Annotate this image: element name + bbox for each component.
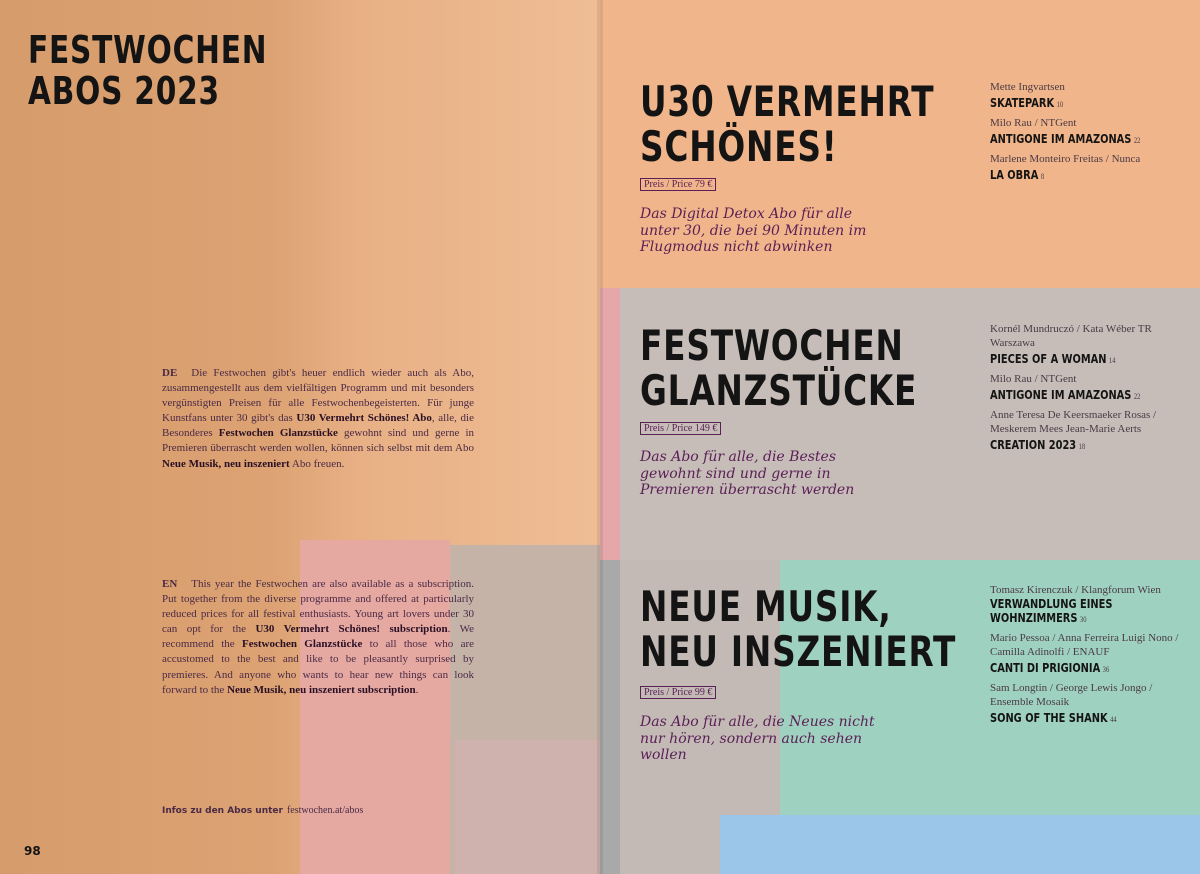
text: Die Festwochen gibt's heuer endlich wieder auch als Abo, zusammengestellt aus dem vielfältigen Programm und mit besonders vergünstigten Preisen für alle Festwochenbegeisterten. Für junge Kunstfans unter 30 gibt's das	[162, 367, 474, 425]
page-title	[28, 30, 267, 111]
color-block	[455, 740, 600, 874]
show-page: 8	[1040, 172, 1045, 181]
color-block	[720, 815, 1200, 874]
price-tag: Preis / Price 99 €	[640, 686, 716, 699]
section-description: Das Abo für alle, die Neues nicht nur hören, sondern auch sehen wollen	[640, 714, 875, 763]
show-title: CANTI DI PRIGIONIA 36	[990, 661, 1110, 675]
show-item	[990, 408, 1190, 454]
show-credit: Sam Longtin / George Lewis Jongo / Ensemble Mosaik	[990, 682, 1153, 708]
page-title-line-2: ABOS 2023	[28, 68, 220, 113]
show-list	[990, 322, 1190, 458]
show-credit: Tomasz Kirenczuk / Klangforum Wien	[990, 584, 1161, 596]
section-description: Das Digital Detox Abo für alle unter 30, die bei 90 Minuten im Flugmodus nicht abwinken	[640, 206, 867, 255]
highlight: U30 Vermehrt Schönes! Abo	[296, 412, 432, 425]
body-text-german	[162, 366, 474, 472]
section-title-neue-musik	[640, 582, 957, 676]
show-credit: Mario Pessoa / Anna Ferreira Luigi Nono / Camilla Adinolfi / ENAUF	[990, 632, 1179, 658]
title-line: GLANZSTÜCKE	[640, 365, 918, 415]
show-page: 14	[1108, 356, 1116, 365]
show-page: 22	[1133, 392, 1141, 401]
language-marker: DE	[162, 367, 178, 379]
show-page: 44	[1110, 715, 1117, 724]
page-title-line-1: FESTWOCHEN	[28, 28, 268, 72]
show-item	[990, 631, 1190, 677]
show-item	[990, 80, 1190, 112]
text: , alle, die Besonderes	[162, 412, 474, 440]
text: to all those who are accustomed to the best and like to be pleasantly surprised by premieres. And anyone who wants to hear new things can look forward to the	[162, 638, 475, 696]
title-line: NEUE MUSIK,	[640, 582, 892, 631]
show-page: 30	[1079, 615, 1087, 624]
highlight: Neue Musik, neu inszeniert	[162, 457, 290, 470]
show-item	[990, 116, 1190, 148]
show-credit: Marlene Monteiro Freitas / Nunca	[990, 153, 1141, 165]
show-title: SONG OF THE SHANK 44	[990, 711, 1117, 725]
show-title: VERWANDLUNG EINES WOHNZIMMERS 30	[990, 597, 1113, 625]
highlight: U30 Vermehrt Schönes! subscription	[255, 623, 448, 636]
show-item	[990, 322, 1190, 368]
show-item	[990, 372, 1190, 404]
show-credit: Kornél Mundruczó / Kata Wéber TR Warszawa	[990, 323, 1152, 349]
show-title: ANTIGONE IM AMAZONAS 22	[990, 132, 1141, 146]
title-line: FESTWOCHEN	[640, 321, 904, 370]
show-list	[990, 583, 1190, 731]
show-title: LA OBRA 8	[990, 168, 1045, 182]
highlight: Neue Musik, neu inszeniert subscription	[227, 683, 416, 696]
price-tag: Preis / Price 79 €	[640, 178, 716, 191]
show-title: CREATION 2023 18	[990, 438, 1086, 452]
info-link[interactable]: festwochen.at/abos	[286, 805, 364, 816]
title-line: NEU INSZENIERT	[640, 626, 957, 676]
show-page: 10	[1056, 100, 1064, 109]
price-tag: Preis / Price 149 €	[640, 422, 721, 435]
language-marker: EN	[162, 578, 178, 590]
title-line: U30 VERMEHRT	[640, 77, 935, 126]
text: This year the Festwochen are also available as a subscription. Put together from the diverse programme and offered at particularly reduced prices for all festival enthusiasts. Young art lovers under 30 can opt for the	[162, 578, 474, 636]
page-number: 98	[24, 844, 41, 858]
show-credit: Milo Rau / NTGent	[990, 117, 1077, 129]
show-item	[990, 583, 1190, 627]
section-description: Das Abo für alle, die Bestes gewohnt sind und gerne in Premieren überrascht werden	[640, 449, 855, 498]
show-item	[990, 152, 1190, 184]
title-line: SCHÖNES!	[640, 121, 838, 171]
show-list	[990, 80, 1190, 188]
show-title: SKATEPARK 10	[990, 96, 1064, 110]
text: Abo freuen.	[291, 457, 345, 470]
highlight: Festwochen Glanzstücke	[241, 638, 363, 651]
show-credit: Milo Rau / NTGent	[990, 373, 1077, 385]
show-title: PIECES OF A WOMAN 14	[990, 352, 1116, 366]
show-page: 18	[1078, 442, 1086, 451]
info-line	[162, 805, 363, 816]
info-label: Infos zu den Abos unter	[162, 806, 283, 816]
text: .	[415, 683, 419, 696]
show-page: 36	[1102, 665, 1110, 674]
highlight: Festwochen Glanzstücke	[218, 427, 338, 440]
body-text-english	[162, 577, 474, 698]
show-page: 22	[1133, 136, 1141, 145]
page-gutter	[597, 0, 603, 874]
text: . We recommend the	[162, 623, 475, 651]
show-credit: Anne Teresa De Keersmaeker Rosas / Meskerem Mees Jean-Marie Aerts	[990, 409, 1157, 435]
show-item	[990, 681, 1190, 727]
text: gewohnt sind und gerne in Premieren überrascht werden wollen, können sich selbst mit dem Abo	[162, 427, 475, 455]
section-title-u30	[640, 77, 935, 171]
show-credit: Mette Ingvartsen	[990, 81, 1065, 93]
section-title-glanzstuecke	[640, 321, 918, 415]
show-title: ANTIGONE IM AMAZONAS 22	[990, 388, 1141, 402]
